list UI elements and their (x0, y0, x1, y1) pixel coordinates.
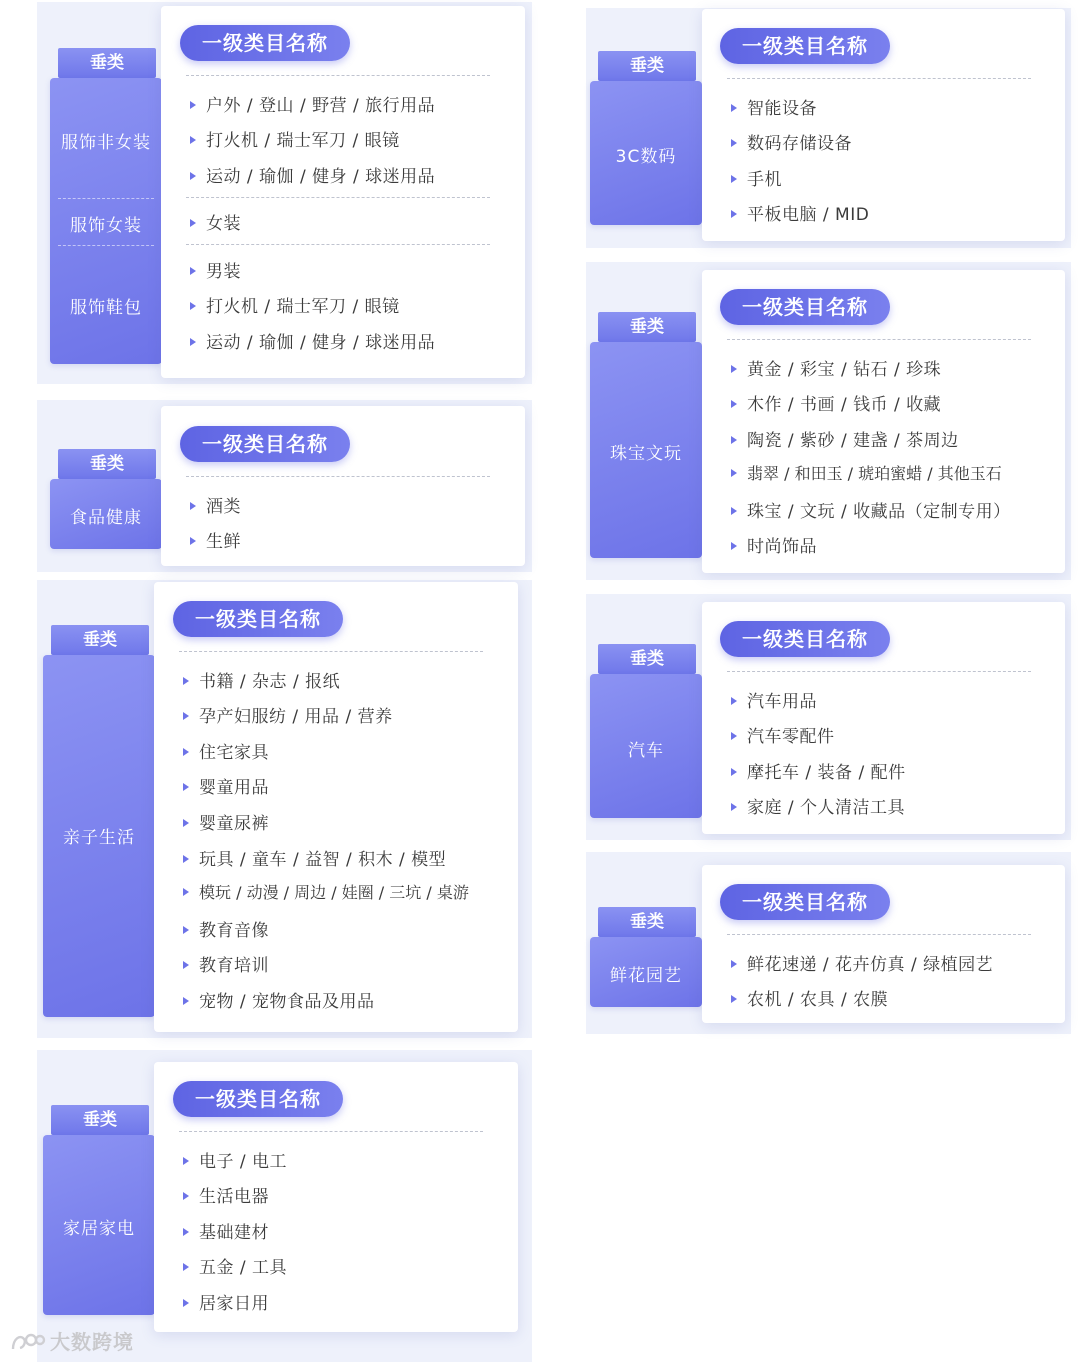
bullet-triangle-icon (731, 175, 737, 183)
list-item[interactable] (731, 355, 941, 380)
bullet-triangle-icon (731, 139, 737, 147)
bullet-triangle-icon (183, 997, 189, 1005)
list-item-label: 翡翠 / 和田玉 / 琥珀蜜蜡 / 其他玉石 (747, 464, 1002, 483)
bullet-triangle-icon (190, 537, 196, 545)
list-item-label: 玩具 / 童车 / 益智 / 积木 / 模型 (199, 850, 447, 870)
list-item-label: 书籍 / 杂志 / 报纸 (199, 672, 341, 692)
dashed-divider (727, 339, 1031, 340)
bullet-triangle-icon (190, 172, 196, 180)
list-item-label: 五金 / 工具 (199, 1258, 288, 1278)
list-item[interactable] (183, 880, 469, 903)
list-item[interactable] (183, 1289, 269, 1314)
list-item[interactable] (731, 687, 817, 712)
list-item[interactable] (183, 702, 393, 727)
dashed-divider (186, 244, 490, 245)
category-title-pill: 一级类目名称 (180, 426, 350, 462)
vertical-tab: 垂类 (598, 312, 696, 342)
list-item-label: 汽车用品 (747, 692, 817, 712)
list-item[interactable] (731, 129, 852, 154)
bullet-triangle-icon (183, 748, 189, 756)
list-item-label: 家庭 / 个人清洁工具 (747, 798, 906, 818)
bullet-triangle-icon (731, 469, 737, 477)
list-item-label: 模玩 / 动漫 / 周边 / 娃圈 / 三坑 / 桌游 (199, 883, 469, 902)
bullet-triangle-icon (731, 365, 737, 373)
bullet-triangle-icon (190, 502, 196, 510)
dashed-divider (727, 78, 1031, 79)
vertical-tab: 垂类 (598, 644, 696, 674)
bullet-triangle-icon (731, 768, 737, 776)
list-item[interactable] (183, 1147, 287, 1172)
vertical-tab: 垂类 (58, 449, 156, 479)
category-title-pill: 一级类目名称 (720, 884, 890, 920)
logo-icon (10, 1331, 46, 1353)
list-item-label: 生活电器 (199, 1187, 269, 1207)
list-item-label: 生鲜 (206, 532, 241, 552)
bullet-triangle-icon (731, 436, 737, 444)
bullet-triangle-icon (731, 507, 737, 515)
list-item-label: 孕产妇服纺 / 用品 / 营养 (199, 707, 393, 727)
dashed-divider (179, 651, 483, 652)
list-item-label: 婴童尿裤 (199, 814, 269, 834)
list-item-label: 智能设备 (747, 99, 817, 119)
list-item[interactable] (731, 497, 1011, 522)
list-item[interactable] (731, 793, 905, 818)
vertical-tab: 垂类 (598, 51, 696, 81)
list-item[interactable] (731, 165, 782, 190)
list-item[interactable] (190, 209, 241, 234)
category-title-pill: 一级类目名称 (720, 621, 890, 657)
bullet-triangle-icon (183, 712, 189, 720)
bullet-triangle-icon (731, 995, 737, 1003)
vertical-name: 服饰女装 (70, 216, 142, 236)
bullet-triangle-icon (190, 267, 196, 275)
list-item-label: 手机 (747, 170, 782, 190)
list-item[interactable] (183, 1253, 287, 1278)
bullet-triangle-icon (183, 677, 189, 685)
list-item[interactable] (731, 200, 869, 225)
bullet-triangle-icon (190, 101, 196, 109)
vertical-name: 珠宝文玩 (610, 444, 682, 464)
vertical-category-bar (43, 1135, 155, 1315)
list-item[interactable] (731, 985, 888, 1010)
vertical-category-bar (50, 479, 162, 549)
dashed-divider (186, 476, 490, 477)
vertical-name: 亲子生活 (63, 828, 135, 848)
vertical-category-bar (590, 674, 702, 818)
list-item[interactable] (183, 738, 269, 763)
vertical-name: 服饰非女装 (61, 133, 151, 153)
bullet-triangle-icon (731, 104, 737, 112)
bullet-triangle-icon (183, 961, 189, 969)
watermark (10, 1326, 134, 1355)
bullet-triangle-icon (183, 1299, 189, 1307)
vertical-tab: 垂类 (51, 625, 149, 655)
vertical-name: 家居家电 (63, 1219, 135, 1239)
vertical-category-bar (590, 81, 702, 225)
list-item-label: 打火机 / 瑞士军刀 / 眼镜 (206, 131, 400, 151)
list-item-label: 运动 / 瑜伽 / 健身 / 球迷用品 (206, 167, 436, 187)
list-item[interactable] (190, 162, 435, 187)
bullet-triangle-icon (190, 338, 196, 346)
list-item-label: 珠宝 / 文玩 / 收藏品（定制专用） (747, 502, 1011, 522)
list-item[interactable] (190, 292, 400, 317)
vertical-name: 食品健康 (70, 508, 142, 528)
category-title-pill: 一级类目名称 (180, 25, 350, 61)
list-item-label: 女装 (206, 214, 241, 234)
list-item-label: 黄金 / 彩宝 / 钻石 / 珍珠 (747, 360, 942, 380)
list-item-label: 陶瓷 / 紫砂 / 建盏 / 茶周边 (747, 431, 959, 451)
list-item[interactable] (183, 667, 340, 692)
list-item-label: 教育培训 (199, 956, 269, 976)
vertical-category-bar (590, 342, 702, 558)
list-item[interactable] (731, 426, 959, 451)
list-item-label: 酒类 (206, 497, 241, 517)
bullet-triangle-icon (183, 855, 189, 863)
watermark-text: 大数跨境 (50, 1330, 134, 1354)
category-title-pill: 一级类目名称 (173, 1081, 343, 1117)
list-item[interactable] (183, 809, 269, 834)
vertical-category-bar (590, 937, 702, 1007)
list-item[interactable] (731, 94, 817, 119)
list-item[interactable] (190, 527, 241, 552)
bullet-triangle-icon (190, 136, 196, 144)
list-item[interactable] (731, 461, 1002, 484)
dashed-divider (186, 197, 490, 198)
bullet-triangle-icon (183, 783, 189, 791)
list-item-label: 户外 / 登山 / 野营 / 旅行用品 (206, 96, 436, 116)
list-item-label: 教育音像 (199, 921, 269, 941)
vertical-name: 鲜花园艺 (610, 966, 682, 986)
list-item-label: 打火机 / 瑞士军刀 / 眼镜 (206, 297, 400, 317)
bullet-triangle-icon (183, 1157, 189, 1165)
vertical-name: 3C数码 (615, 147, 677, 167)
list-item[interactable] (731, 758, 906, 783)
vertical-name: 汽车 (628, 741, 664, 761)
list-item[interactable] (183, 1182, 269, 1207)
list-item[interactable] (183, 1218, 269, 1243)
list-item[interactable] (190, 328, 435, 353)
bullet-triangle-icon (190, 219, 196, 227)
bullet-triangle-icon (183, 888, 189, 896)
list-item[interactable] (731, 390, 941, 415)
vertical-name: 服饰鞋包 (70, 298, 142, 318)
dashed-divider (727, 671, 1031, 672)
list-item[interactable] (190, 257, 241, 282)
list-item[interactable] (731, 532, 817, 557)
list-item[interactable] (190, 492, 241, 517)
list-item[interactable] (190, 91, 435, 116)
list-item[interactable] (183, 951, 269, 976)
vertical-tab: 垂类 (58, 48, 156, 78)
bullet-triangle-icon (731, 960, 737, 968)
list-item-label: 木作 / 书画 / 钱币 / 收藏 (747, 395, 942, 415)
list-item[interactable] (731, 722, 835, 747)
list-item-label: 摩托车 / 装备 / 配件 (747, 763, 906, 783)
bullet-triangle-icon (731, 732, 737, 740)
dashed-divider (727, 934, 1031, 935)
category-title-pill: 一级类目名称 (173, 601, 343, 637)
vertical-tab: 垂类 (598, 907, 696, 937)
vertical-category-bar (50, 78, 162, 364)
list-item-label: 平板电脑 / MID (747, 205, 870, 225)
bullet-triangle-icon (731, 803, 737, 811)
dashed-divider (179, 1131, 483, 1132)
bullet-triangle-icon (731, 400, 737, 408)
list-item-label: 基础建材 (199, 1223, 269, 1243)
bullet-triangle-icon (183, 819, 189, 827)
bullet-triangle-icon (731, 542, 737, 550)
list-item-label: 运动 / 瑜伽 / 健身 / 球迷用品 (206, 333, 436, 353)
vertical-tab: 垂类 (51, 1105, 149, 1135)
vertical-divider (58, 198, 154, 199)
category-title-pill: 一级类目名称 (720, 289, 890, 325)
bullet-triangle-icon (190, 302, 196, 310)
category-title-pill: 一级类目名称 (720, 28, 890, 64)
bullet-triangle-icon (183, 1192, 189, 1200)
list-item-label: 汽车零配件 (747, 727, 835, 747)
bullet-triangle-icon (731, 210, 737, 218)
list-item-label: 居家日用 (199, 1294, 269, 1314)
list-item-label: 宠物 / 宠物食品及用品 (199, 992, 375, 1012)
list-item[interactable] (731, 950, 993, 975)
bullet-triangle-icon (183, 1228, 189, 1236)
list-item[interactable] (183, 773, 269, 798)
bullet-triangle-icon (183, 926, 189, 934)
bullet-triangle-icon (183, 1263, 189, 1271)
list-item-label: 住宅家具 (199, 743, 269, 763)
list-item-label: 电子 / 电工 (199, 1152, 288, 1172)
category-card (161, 6, 525, 378)
bullet-triangle-icon (731, 697, 737, 705)
list-item-label: 数码存储设备 (747, 134, 852, 154)
list-item-label: 鲜花速递 / 花卉仿真 / 绿植园艺 (747, 955, 994, 975)
list-item-label: 男装 (206, 262, 241, 282)
list-item[interactable] (190, 126, 400, 151)
list-item-label: 婴童用品 (199, 778, 269, 798)
list-item[interactable] (183, 845, 446, 870)
list-item[interactable] (183, 916, 269, 941)
vertical-divider (58, 245, 154, 246)
list-item-label: 时尚饰品 (747, 537, 817, 557)
dashed-divider (186, 75, 490, 76)
vertical-category-bar (43, 655, 155, 1017)
list-item[interactable] (183, 987, 375, 1012)
list-item-label: 农机 / 农具 / 农膜 (747, 990, 889, 1010)
